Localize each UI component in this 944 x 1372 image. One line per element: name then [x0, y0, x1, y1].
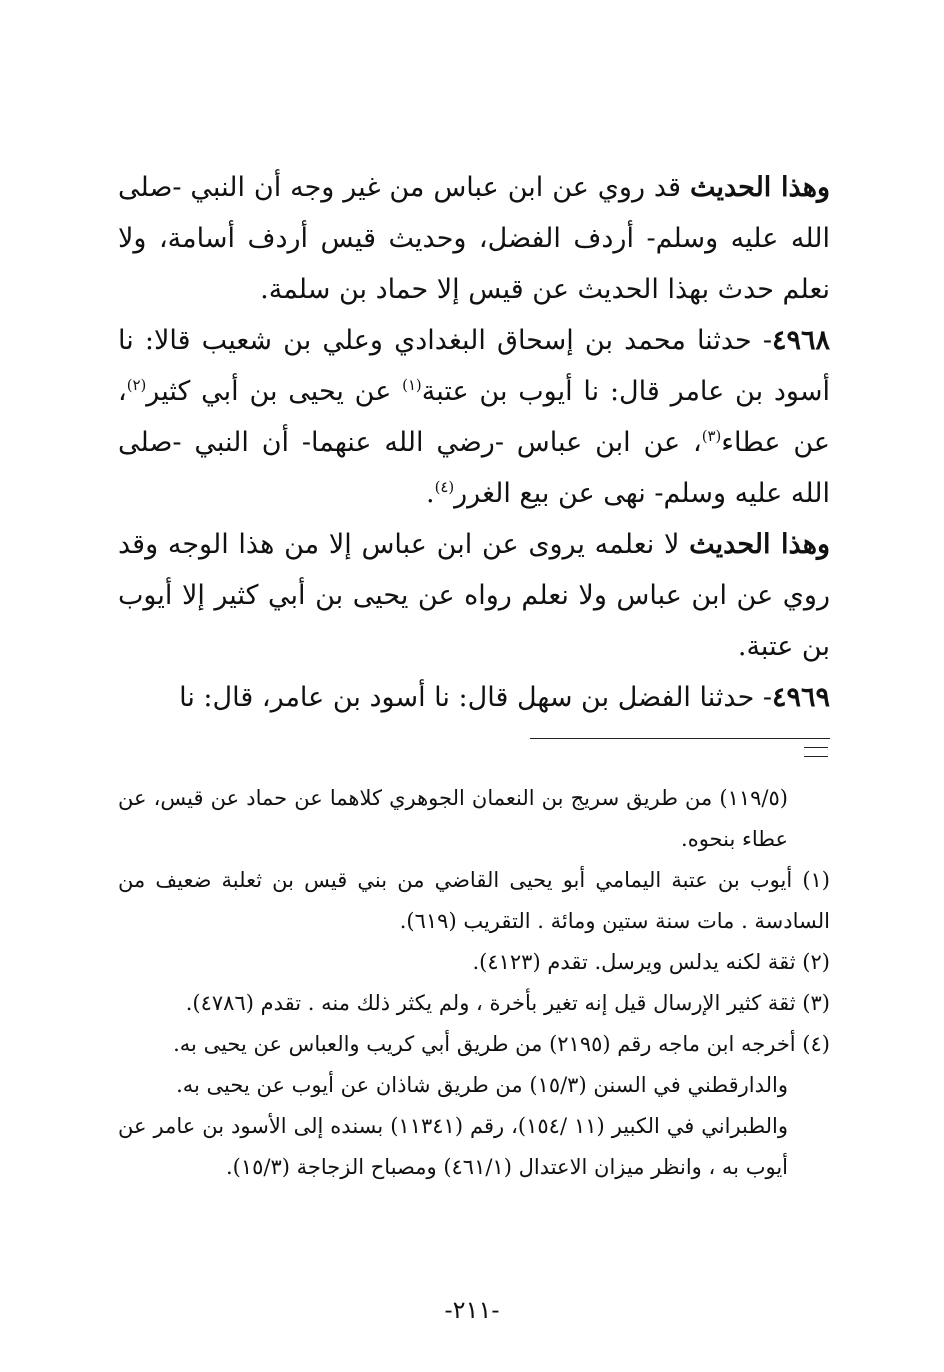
hadith-number: ٤٩٦٩ [771, 682, 830, 713]
footnote-4-continuation: والطبراني في الكبير (١١ /١٥٤)، رقم (١١٣٤١) بسنده إلى الأسود بن عامر عن أيوب به ، وانظر ميزان الاعتدال (٤٦١/١) ومصباح الزجاجة (١٥/٣). [118, 1114, 788, 1179]
footnote-ref: (٢) [126, 376, 147, 394]
bold-heading: وهذا الحديث [689, 529, 830, 560]
footnote-4-continuation: والدارقطني في السنن (١٥/٣) من طريق شاذان عن أيوب عن يحيى به. [176, 1073, 788, 1097]
paragraph-commentary-2: وهذا الحديث لا نعلمه يروى عن ابن عباس إلا من هذا الوجه وقد روي عن ابن عباس ولا نعلم رواه عن يحيى بن أبي كثير إلا أيوب بن عتبة. [118, 529, 830, 662]
footnote-carryover: (١١٩/٥) من طريق سريج بن النعمان الجوهري كلاهما عن حماد عن قيس، عن عطاء بنحوه. [118, 786, 788, 851]
footnote-ref: (١) [402, 376, 422, 394]
hadith-4969: ٤٩٦٩- حدثنا الفضل بن سهل قال: نا أسود بن عامر، قال: نا [179, 682, 830, 713]
hadith-4968: ٤٩٦٨- حدثنا محمد بن إسحاق البغدادي وعلي بن شعيب قالا: نا أسود بن عامر قال: نا أيوب بن عتبة$^{(١)}$ عن يحيى بن أبي كثير$^{(٢)}$، عن عطاء$^{(٣)}$، عن ابن عباس -رضي الله عنهما- أن النبي -صلى الله عليه وسلم- نهى عن بيع الغرر$^{(٤)}$. [118, 325, 831, 509]
page-number: -٢١١- [444, 1296, 500, 1324]
bold-heading: وهذا الحديث [689, 172, 830, 203]
footnote-2: (٢) ثقة لكنه يدلس ويرسل. تقدم (٤١٢٣). [472, 950, 830, 974]
footnote-4: (٤) أخرجه ابن ماجه رقم (٢١٩٥) من طريق أبي كريب والعباس عن يحيى به. [173, 1032, 830, 1056]
footnote-ref: (٣) [701, 427, 722, 445]
hadith-number: ٤٩٦٨ [771, 325, 830, 356]
footnotes [118, 778, 830, 1188]
footnote-3: (٣) ثقة كثير الإرسال قيل إنه تغير بأخرة ، ولم يكثر ذلك منه . تقدم (٤٧٨٦). [185, 991, 830, 1015]
main-text [118, 162, 830, 723]
footnote-separator-mark [804, 747, 828, 757]
footnote-1: (١) أيوب بن عتبة اليمامي أبو يحيى القاضي من بني قيس بن ثعلبة ضعيف من السادسة . مات سنة ستين ومائة . التقريب (٦١٩). [118, 868, 830, 933]
footnote-ref: (٤) [434, 478, 455, 496]
paragraph-commentary-1: وهذا الحديث قد روي عن ابن عباس من غير وجه أن النبي -صلى الله عليه وسلم- أردف الفضل، وحديث قيس أردف أسامة، ولا نعلم حدث بهذا الحديث عن قيس إلا حماد بن سلمة. [118, 172, 830, 305]
footnote-separator [530, 738, 830, 739]
